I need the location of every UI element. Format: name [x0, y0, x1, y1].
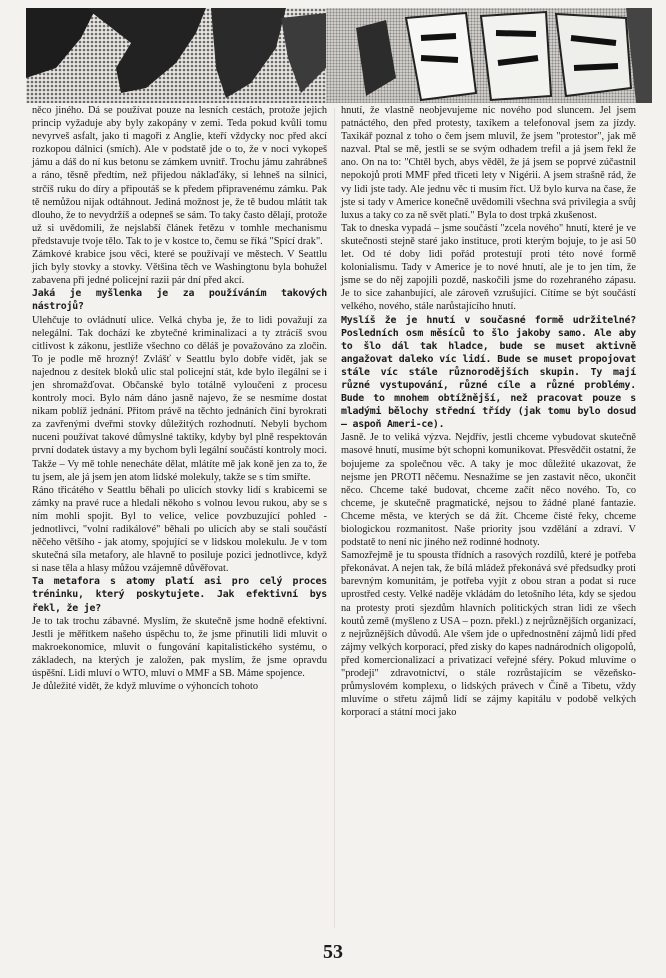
paragraph: Je důležité vidět, že když mluvíme o výhoncích tohoto	[32, 681, 259, 693]
right-column	[341, 104, 636, 719]
page-number: 53	[323, 941, 343, 963]
left-column	[32, 104, 327, 693]
paragraph: něco jiného. Dá se používat pouze na lesních cestách, protože jejich princip vyžaduje aby byly zakopány v zemi. Teda pokud kvůli tomu nevyrveš asfalt, jako ti magoři z Anglie, kteří vždycky noc před akcí rozkopou dálnici (smích). Ale v podstatě jde o to, že v noci vykopeš jámu a dáš do ní kus betonu se zámkem uvnitř. Trochu jámu zahrábneš a ráno, těsně předtím, než přijedou náklaďáky, si lehneš na silnici, strčíš ruku do díry a připoutáš se k předem připravenému zámku. Pak tě nemůžou nijak odtáhnout. Jediná možnost je, že tě budou mlátit tak dlouho, že to nevydržíš a odepneš se sám. To taky často dělají, protože už si uvědomili, že nejslabší článek řetězu v tomhle mechanismu představuje tvoje tělo. Tak to je v kostce to, čemu se říká "Spící drak".	[32, 105, 327, 247]
column-divider	[334, 108, 335, 928]
paragraph: Zámkové krabice jsou věci, které se používají ve městech. V Seattlu jich byly stovky a stovky. Většina těch ve Washingtonu byla bohužel zabavena při jedné policejní razii pár dní před akcí.	[32, 249, 327, 287]
paragraph: Ráno třicátého v Seattlu běhali po ulicích stovky lidí s krabicemi se zámky na pravé ruce a hledali někoho s volnou levou rukou, aby se s ním mohli spojit. Byl to velice, velice povzbuzující pohled - jednotlivci, "volní radikálové" běhali po ulicích aby se stali součástí něčeho většího - jak atomy, spojující se v lidskou molekulu. Je v tom skutečná síla metafory, ale hlavně to posiluje pozici jednotlivce, když si nase těla a hlasy můžou vzájemně důvěřovat.	[32, 484, 327, 575]
paragraph: Tak to dneska vypadá – jsme součástí "zcela nového" hnutí, které je ve skutečnosti stejně staré jako instituce, proti kterým bojuje, to je asi 50 let. Od té doby lidi pořád protestují proti této nové formě kolonialismu. Tady v Americe je to nové hnutí, ale je to jen tím, že jsme se do něj zapojili pozdě, naskočili jsme do rozehraného zápasu. Je to sice zahanbující, ale zároveň vzrušující. Cítíme se být součástí velkého, nového, stále narůstajícího hnutí.	[341, 222, 636, 313]
halftone-photo	[26, 8, 652, 103]
paragraph: hnutí, že vlastně neobjevujeme nic nového pod sluncem. Jel jsem patnáctého, den před protesty, taxíkem a telefonoval jsem za jízdy. Taxikář poznal z toho o čem jsem mluvil, že jsem "protestor", jak mě nazval. Ptal se mě, jestli se se svým odhadem trefil a já jsem řekl že ano. On na to: "Chtěl bych, abys věděl, že já jsem se poprvé zúčastnil nepokojů proti MMF před třiceti lety v Nigérii. A jsem strašně rád, že vy lidi jste tady. Ale jednu věc ti musím říct. Už bylo kurva na čase, že jste si tady v Americe konečně uvědomili všechna svá privilegia a svůj luxus a taky co za ně svět platí." Byla to dost trpká zkušenost.	[341, 105, 636, 221]
paragraph: Jasně. Je to veliká výzva. Nejdřív, jestli chceme vybudovat skutečně masové hnutí, musíme být schopni komunikovat. Přesvědčit ostatní, že bojujeme za společnou věc. A taky je moc důležité ukazovat, že nejsme jen PROTI něčemu. Nesnažíme se jen zastavit něco, ukončit něco. Chceme také budovat, chceme začít něco nového. To, co chceme, je skutečně pragmatické, nejsou to žádné plané fantazie. Chceme města, ve kterých se dá žít. Chceme čisté řeky, chceme biologickou rozmanitost. Naše priority jsou vzdělání a zdraví. V podstatě to není nic jiného než rodinné hodnoty.	[341, 432, 636, 549]
header-photo-banner	[26, 8, 652, 103]
interview-question: Ta metafora s atomy platí asi pro celý proces tréninku, který poskytujete. Jak efektivní bys řekl, že je?	[32, 576, 327, 614]
interview-question: Jaká je myšlenka je za používáním takových nástrojů?	[32, 288, 327, 313]
paragraph: Samozřejmě je tu spousta třídních a rasových rozdílů, které je potřeba překonávat. A nejen tak, že bílá mládež překonává své předsudky proti barevným komunitám, je potřeba vyjít z obou stran a podat si ruce uprostřed cesty. Velké naděje vkládám do letošního léta, kdy se sjedou na protesty proti sjezdům hlavních politických stran lidi ze všech koutů země (myšleno z USA – pozn. překl.) z nejrůznějších organizací, z nejrůznějších důvodů. Ale všem jde o upřednostnění zájmů lidí před zájmy velkých korporací, před zisky do kapes nadnárodních oligopolů, před komercionalizací a privatizací veřejné sféry. Pokud mluvíme o "prodeji" zdravotnictví, o stále rozrůstajícím se vězeňsko-průmyslovém komplexu, o lidských právech v Číně a Tibetu, vždy mluvíme o střetu zájmů lidí se zájmy kapitálu v podobě velkých korporací a státní moci jako	[341, 550, 636, 719]
paragraph: Je to tak trochu zábavné. Myslím, že skutečně jsme hodně efektivní. Jestli je měřítkem našeho úspěchu to, že jsme přinutili lidi mluvit o makroekonomice, mluvit o fungování kapitalistického systému, o základech, na kterých je založen, pak myslím, že jsme opravdu úspěšní. Lidi mluví o WTO, mluví o MMF a SB. Máme spojence.	[32, 615, 327, 680]
interview-question: Myslíš že je hnutí v současné formě udržitelné? Posledních osm měsíců to šlo jakoby samo. Ale aby to šlo dál tak hladce, bude se muset aktivně angažovat daleko víc lidí. Bude se muset propojovat stále víc stále různorodějších skupin. Ty mají různé vystupování, různé cíle a různé problémy. Bude to mnohem obtížnější, než pracovat pouze s mladými bělochy střední třídy (jak tomu bylo dosud – aspoň Ameri-ce).	[341, 314, 636, 431]
paragraph: Ulehčuje to ovládnutí ulice. Velká chyba je, že to lidi považují za nelegální. Tak dochází ke zbytečné kriminalizaci a ty ztrácíš svou citlivost k zákonu, jestliže všechno co děláš je považováno za zločin. To je podle mě hrozný! Zvlášť v Seattlu bylo dobře vidět, jak se najednou z desítek bloků ulic stal policejní stát, kde bylo ilegální se i jen shromažďovat. Občanské bylo totálně vyloučeni z procesu kontroly moci. Bylo nám dáno jasně najevo, že se nesmíme dostat nikam poblíž jednání. Přitom právě na těchto jednáních činí byrokrati za zavřenými dveřmi stovky důležitých rozhodnutí. Nebyli bychom nuceni používat takové důmyslné taktiky, kdyby byl plně respektován první dodatek ústavy a my bychom byli legální součástí kontroly moci. Takže – Vy mě tohle nenecháte dělat, mlátíte mě jak koně jen za to, že tu jsem, ale já jsem jen atom lidské molekuly, takže se s tím smiřte.	[32, 314, 327, 483]
